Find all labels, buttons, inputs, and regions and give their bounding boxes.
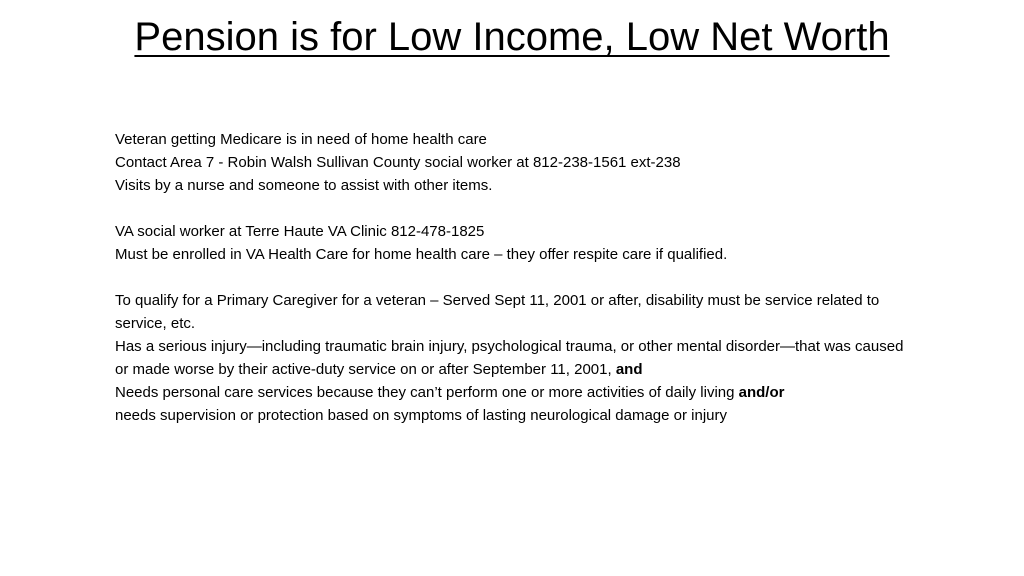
caregiver-block <box>115 289 915 427</box>
supervision-text: needs supervision or protection based on symptoms of lasting neurological damage or injury <box>115 407 728 424</box>
area7-contact-line: Contact Area 7 - Robin Walsh Sullivan County social worker at 812-238-1561 ext-238 <box>115 154 681 171</box>
slide-title-text: Pension is for Low Income, Low Net Worth <box>134 15 890 59</box>
qualify-line: To qualify for a Primary Caregiver for a veteran – Served Sept 11, 2001 or after, disability must be service related to service, etc. <box>115 292 880 332</box>
medicare-block <box>115 128 915 197</box>
va-social-worker-block <box>115 220 915 266</box>
va-clinic-line: VA social worker at Terre Haute VA Clinic 812-478-1825 <box>115 223 485 240</box>
slide-title <box>0 10 1024 64</box>
visits-line: Visits by a nurse and someone to assist with other items. <box>115 177 493 194</box>
medicare-line: Veteran getting Medicare is in need of home health care <box>115 131 487 148</box>
spacer <box>115 266 915 289</box>
slide-body <box>115 128 915 427</box>
personal-care-line <box>115 381 915 427</box>
injury-text: Has a serious injury—including traumatic brain injury, psychological trauma, or other mental disorder—that was caused or made worse by their active-duty service on or after September 11, 2001, <box>115 338 904 378</box>
spacer <box>115 197 915 220</box>
injury-line <box>115 335 915 381</box>
and-emphasis: and <box>615 361 643 378</box>
enrollment-line: Must be enrolled in VA Health Care for home health care – they offer respite care if qualified. <box>115 246 728 263</box>
and-or-emphasis: and/or <box>738 384 785 401</box>
personal-care-text: Needs personal care services because they can’t perform one or more activities of daily living <box>115 384 739 401</box>
